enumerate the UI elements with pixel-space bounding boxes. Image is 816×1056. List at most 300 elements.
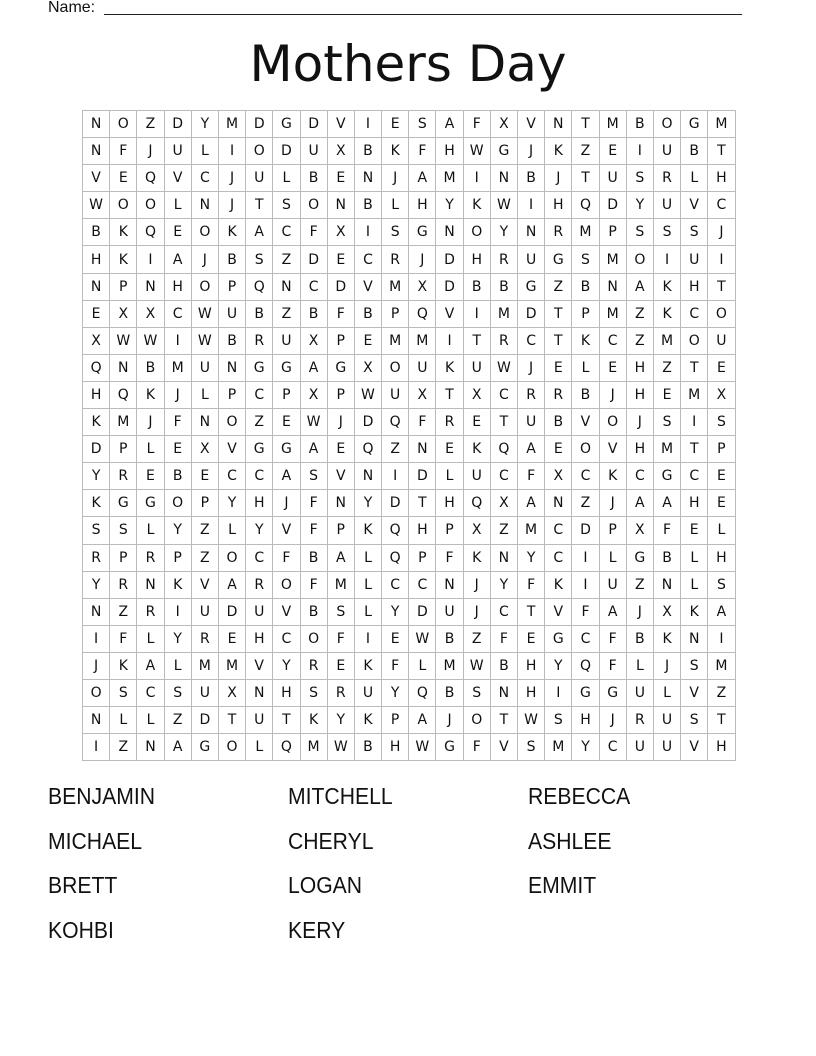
grid-cell: E	[545, 436, 572, 463]
grid-cell: C	[246, 545, 273, 572]
grid-cell: Q	[110, 382, 137, 409]
grid-cell: N	[83, 274, 110, 301]
grid-cell: R	[301, 653, 328, 680]
grid-cell: X	[110, 301, 137, 328]
grid-cell: G	[545, 246, 572, 273]
grid-cell: M	[681, 382, 708, 409]
grid-cell: E	[328, 165, 355, 192]
grid-cell: G	[273, 111, 300, 138]
grid-cell: G	[491, 138, 518, 165]
grid-cell: E	[165, 436, 192, 463]
grid-cell: N	[654, 572, 681, 599]
grid-cell: J	[600, 490, 627, 517]
grid-cell: M	[708, 653, 735, 680]
grid-cell: R	[382, 246, 409, 273]
grid-cell: V	[165, 165, 192, 192]
grid-cell: B	[355, 734, 382, 761]
grid-cell: T	[436, 382, 463, 409]
grid-cell: L	[137, 436, 164, 463]
grid-cell: N	[110, 355, 137, 382]
grid-cell: I	[436, 328, 463, 355]
grid-cell: Q	[246, 274, 273, 301]
grid-cell: C	[137, 680, 164, 707]
grid-cell: S	[681, 219, 708, 246]
grid-cell: B	[83, 219, 110, 246]
grid-cell: K	[137, 382, 164, 409]
grid-cell: T	[708, 274, 735, 301]
grid-cell: F	[491, 626, 518, 653]
grid-cell: Q	[572, 653, 599, 680]
grid-cell: W	[83, 192, 110, 219]
grid-cell: F	[328, 626, 355, 653]
grid-cell: M	[409, 328, 436, 355]
grid-cell: O	[708, 301, 735, 328]
name-field[interactable]	[48, 0, 742, 20]
grid-cell: Y	[273, 653, 300, 680]
grid-cell: O	[464, 219, 491, 246]
grid-cell: K	[382, 138, 409, 165]
grid-cell: F	[328, 301, 355, 328]
grid-cell: N	[355, 165, 382, 192]
grid-cell: B	[627, 626, 654, 653]
grid-cell: G	[192, 734, 219, 761]
grid-cell: Z	[627, 328, 654, 355]
grid-cell: N	[273, 274, 300, 301]
grid-cell: Z	[654, 355, 681, 382]
grid-cell: V	[273, 517, 300, 544]
page-title: Mothers Day	[249, 35, 567, 93]
grid-cell: G	[600, 680, 627, 707]
grid-cell: R	[110, 463, 137, 490]
grid-cell: E	[83, 301, 110, 328]
grid-cell: J	[600, 382, 627, 409]
grid-cell: S	[572, 246, 599, 273]
grid-cell: U	[165, 138, 192, 165]
grid-cell: C	[192, 165, 219, 192]
grid-cell: K	[355, 517, 382, 544]
grid-cell: R	[491, 328, 518, 355]
grid-cell: H	[708, 165, 735, 192]
grid-cell: H	[518, 653, 545, 680]
grid-cell: G	[681, 111, 708, 138]
grid-cell: T	[273, 707, 300, 734]
grid-cell: A	[409, 165, 436, 192]
grid-cell: Y	[165, 517, 192, 544]
grid-cell: T	[409, 490, 436, 517]
grid-cell: D	[219, 599, 246, 626]
grid-cell: Q	[83, 355, 110, 382]
grid-cell: S	[328, 599, 355, 626]
grid-cell: G	[273, 436, 300, 463]
grid-cell: X	[219, 680, 246, 707]
grid-cell: Z	[192, 517, 219, 544]
grid-cell: C	[681, 301, 708, 328]
grid-cell: D	[436, 274, 463, 301]
grid-cell: S	[409, 111, 436, 138]
grid-cell: L	[355, 572, 382, 599]
grid-cell: B	[301, 545, 328, 572]
grid-cell: K	[464, 545, 491, 572]
grid-cell: A	[436, 111, 463, 138]
grid-cell: H	[165, 274, 192, 301]
grid-cell: L	[382, 192, 409, 219]
grid-cell: N	[436, 219, 463, 246]
grid-cell: N	[192, 409, 219, 436]
grid-cell: D	[436, 246, 463, 273]
grid-cell: Z	[708, 680, 735, 707]
grid-cell: U	[355, 680, 382, 707]
grid-cell: V	[491, 734, 518, 761]
grid-cell: L	[681, 165, 708, 192]
grid-cell: L	[708, 517, 735, 544]
grid-cell: U	[246, 165, 273, 192]
grid-cell: F	[301, 219, 328, 246]
grid-cell: S	[681, 707, 708, 734]
grid-cell: U	[464, 355, 491, 382]
grid-cell: F	[600, 626, 627, 653]
grid-cell: D	[83, 436, 110, 463]
word-list-item: BRETT	[48, 872, 118, 898]
grid-cell: T	[681, 355, 708, 382]
grid-cell: D	[600, 192, 627, 219]
grid-cell: O	[219, 409, 246, 436]
grid-cell: H	[464, 246, 491, 273]
grid-cell: G	[137, 490, 164, 517]
grid-cell: D	[301, 111, 328, 138]
grid-cell: P	[110, 436, 137, 463]
grid-cell: Z	[491, 517, 518, 544]
grid-cell: Z	[627, 572, 654, 599]
grid-cell: B	[301, 599, 328, 626]
grid-cell: U	[708, 328, 735, 355]
grid-cell: T	[545, 301, 572, 328]
grid-cell: O	[192, 219, 219, 246]
grid-cell: K	[83, 409, 110, 436]
grid-cell: L	[165, 192, 192, 219]
grid-cell: N	[246, 680, 273, 707]
grid-cell: R	[436, 409, 463, 436]
grid-cell: O	[137, 192, 164, 219]
grid-cell: V	[681, 680, 708, 707]
grid-cell: K	[165, 572, 192, 599]
grid-cell: C	[273, 626, 300, 653]
grid-cell: U	[436, 599, 463, 626]
grid-cell: Z	[572, 138, 599, 165]
grid-cell: B	[464, 274, 491, 301]
grid-cell: U	[681, 246, 708, 273]
grid-cell: F	[110, 138, 137, 165]
grid-cell: B	[355, 301, 382, 328]
grid-cell: Q	[137, 219, 164, 246]
grid-cell: C	[355, 246, 382, 273]
grid-cell: E	[654, 382, 681, 409]
grid-cell: O	[572, 436, 599, 463]
grid-cell: N	[491, 545, 518, 572]
grid-cell: W	[409, 734, 436, 761]
grid-cell: B	[436, 680, 463, 707]
word-list-item: ASHLEE	[528, 827, 612, 854]
grid-cell: V	[681, 192, 708, 219]
grid-cell: Q	[355, 436, 382, 463]
grid-cell: J	[165, 382, 192, 409]
grid-cell: Y	[328, 707, 355, 734]
grid-cell: R	[545, 219, 572, 246]
grid-cell: H	[627, 436, 654, 463]
grid-cell: U	[464, 463, 491, 490]
grid-cell: U	[192, 355, 219, 382]
grid-cell: K	[545, 572, 572, 599]
grid-cell: V	[545, 599, 572, 626]
grid-cell: Q	[409, 680, 436, 707]
grid-cell: J	[464, 599, 491, 626]
word-list-item: EMMIT	[528, 872, 597, 898]
grid-cell: Q	[572, 192, 599, 219]
grid-cell: J	[545, 165, 572, 192]
grid-cell: J	[627, 409, 654, 436]
grid-cell: W	[110, 328, 137, 355]
grid-cell: L	[409, 653, 436, 680]
grid-cell: E	[192, 463, 219, 490]
word-list-item: MICHAEL	[48, 827, 143, 854]
grid-cell: B	[654, 545, 681, 572]
grid-cell: N	[681, 626, 708, 653]
grid-cell: V	[83, 165, 110, 192]
grid-cell: P	[110, 545, 137, 572]
grid-cell: I	[572, 572, 599, 599]
grid-cell: O	[273, 572, 300, 599]
grid-cell: U	[654, 734, 681, 761]
grid-cell: S	[301, 463, 328, 490]
grid-cell: M	[328, 572, 355, 599]
grid-cell: S	[627, 165, 654, 192]
grid-cell: O	[301, 192, 328, 219]
grid-cell: H	[518, 680, 545, 707]
grid-cell: A	[600, 599, 627, 626]
word-list-item: REBECCA	[528, 783, 631, 809]
grid-cell: H	[681, 490, 708, 517]
grid-cell: Y	[572, 734, 599, 761]
grid-cell: N	[83, 138, 110, 165]
grid-cell: R	[545, 382, 572, 409]
grid-cell: F	[409, 409, 436, 436]
grid-cell: A	[654, 490, 681, 517]
grid-cell: M	[654, 328, 681, 355]
grid-cell: U	[382, 382, 409, 409]
grid-cell: I	[165, 328, 192, 355]
grid-cell: D	[572, 517, 599, 544]
grid-cell: S	[165, 680, 192, 707]
grid-cell: X	[83, 328, 110, 355]
grid-cell: G	[627, 545, 654, 572]
grid-cell: R	[328, 680, 355, 707]
grid-cell: G	[246, 436, 273, 463]
grid-cell: H	[681, 274, 708, 301]
grid-cell: S	[708, 572, 735, 599]
word-list-item: KOHBI	[48, 916, 114, 943]
grid-cell: X	[627, 517, 654, 544]
grid-cell: K	[436, 355, 463, 382]
grid-cell: I	[219, 138, 246, 165]
grid-cell: I	[545, 680, 572, 707]
grid-cell: O	[165, 490, 192, 517]
grid-cell: I	[355, 219, 382, 246]
grid-cell: E	[328, 653, 355, 680]
grid-cell: W	[464, 653, 491, 680]
grid-cell: F	[301, 572, 328, 599]
grid-cell: H	[708, 545, 735, 572]
grid-cell: X	[192, 436, 219, 463]
grid-cell: L	[681, 545, 708, 572]
grid-cell: S	[654, 219, 681, 246]
grid-cell: G	[572, 680, 599, 707]
grid-cell: O	[681, 328, 708, 355]
grid-cell: H	[246, 490, 273, 517]
grid-cell: A	[518, 436, 545, 463]
grid-cell: A	[219, 572, 246, 599]
grid-cell: E	[355, 328, 382, 355]
grid-cell: X	[708, 382, 735, 409]
grid-cell: Z	[464, 626, 491, 653]
grid-cell: P	[436, 517, 463, 544]
word-list-item: CHERYL	[288, 827, 374, 854]
grid-cell: N	[409, 436, 436, 463]
grid-cell: N	[600, 274, 627, 301]
grid-cell: E	[464, 409, 491, 436]
grid-cell: E	[137, 463, 164, 490]
grid-cell: B	[627, 111, 654, 138]
grid-cell: I	[627, 138, 654, 165]
grid-cell: P	[382, 301, 409, 328]
grid-cell: F	[273, 545, 300, 572]
grid-cell: C	[219, 463, 246, 490]
grid-cell: R	[83, 545, 110, 572]
grid-cell: M	[600, 246, 627, 273]
grid-cell: A	[627, 490, 654, 517]
grid-cell: E	[328, 436, 355, 463]
grid-cell: G	[545, 626, 572, 653]
grid-cell: Y	[491, 572, 518, 599]
grid-cell: V	[273, 599, 300, 626]
grid-cell: E	[545, 355, 572, 382]
grid-cell: J	[409, 246, 436, 273]
grid-cell: N	[491, 680, 518, 707]
grid-cell: A	[301, 436, 328, 463]
grid-cell: D	[165, 111, 192, 138]
grid-cell: C	[301, 274, 328, 301]
grid-cell: P	[409, 545, 436, 572]
grid-cell: K	[110, 246, 137, 273]
grid-cell: K	[654, 274, 681, 301]
grid-cell: A	[328, 545, 355, 572]
grid-cell: J	[382, 165, 409, 192]
grid-cell: H	[83, 246, 110, 273]
grid-cell: T	[491, 707, 518, 734]
grid-cell: J	[219, 192, 246, 219]
grid-cell: M	[600, 111, 627, 138]
grid-cell: D	[301, 246, 328, 273]
grid-cell: R	[246, 572, 273, 599]
grid-cell: S	[301, 680, 328, 707]
grid-cell: E	[518, 626, 545, 653]
grid-cell: S	[654, 409, 681, 436]
grid-cell: F	[600, 653, 627, 680]
grid-cell: S	[464, 680, 491, 707]
grid-cell: G	[436, 734, 463, 761]
grid-cell: H	[409, 517, 436, 544]
grid-cell: D	[409, 599, 436, 626]
grid-cell: Y	[246, 517, 273, 544]
grid-cell: P	[600, 517, 627, 544]
grid-cell: L	[165, 653, 192, 680]
grid-cell: T	[219, 707, 246, 734]
grid-cell: Z	[382, 436, 409, 463]
grid-cell: S	[382, 219, 409, 246]
grid-cell: F	[464, 734, 491, 761]
grid-cell: L	[110, 707, 137, 734]
grid-cell: W	[192, 328, 219, 355]
grid-cell: O	[110, 192, 137, 219]
grid-cell: J	[328, 409, 355, 436]
grid-cell: Z	[165, 707, 192, 734]
grid-cell: I	[83, 734, 110, 761]
grid-cell: U	[246, 707, 273, 734]
grid-cell: N	[137, 734, 164, 761]
grid-cell: B	[545, 409, 572, 436]
grid-cell: A	[165, 246, 192, 273]
grid-cell: N	[83, 707, 110, 734]
grid-cell: A	[301, 355, 328, 382]
grid-cell: X	[409, 382, 436, 409]
grid-cell: S	[708, 409, 735, 436]
grid-cell: P	[219, 382, 246, 409]
grid-cell: A	[273, 463, 300, 490]
word-search-grid	[82, 110, 736, 761]
grid-cell: M	[654, 436, 681, 463]
grid-cell: O	[382, 355, 409, 382]
grid-cell: Z	[246, 409, 273, 436]
grid-cell: I	[355, 111, 382, 138]
grid-cell: U	[654, 192, 681, 219]
grid-cell: L	[137, 517, 164, 544]
grid-cell: P	[328, 328, 355, 355]
grid-cell: Y	[545, 653, 572, 680]
grid-cell: L	[137, 626, 164, 653]
grid-cell: V	[328, 111, 355, 138]
grid-cell: X	[355, 355, 382, 382]
grid-cell: O	[192, 274, 219, 301]
grid-cell: L	[572, 355, 599, 382]
grid-cell: N	[137, 572, 164, 599]
grid-cell: M	[219, 111, 246, 138]
grid-cell: T	[246, 192, 273, 219]
grid-cell: B	[681, 138, 708, 165]
grid-cell: U	[654, 707, 681, 734]
grid-cell: K	[464, 436, 491, 463]
grid-cell: E	[600, 138, 627, 165]
grid-cell: D	[518, 301, 545, 328]
grid-cell: I	[382, 463, 409, 490]
grid-cell: E	[273, 409, 300, 436]
grid-cell: X	[491, 111, 518, 138]
grid-cell: T	[708, 138, 735, 165]
grid-cell: Q	[464, 490, 491, 517]
grid-cell: D	[273, 138, 300, 165]
grid-cell: W	[464, 138, 491, 165]
grid-cell: I	[681, 409, 708, 436]
grid-cell: U	[600, 165, 627, 192]
grid-cell: S	[246, 246, 273, 273]
grid-cell: H	[436, 138, 463, 165]
